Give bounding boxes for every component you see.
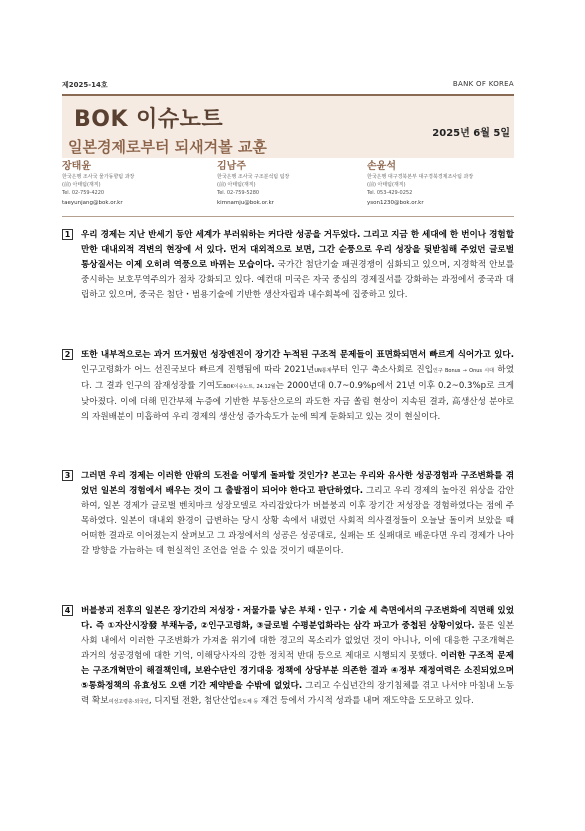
author-dept: 한국은행 대구경북본부 대구경북경제조사팀 과장 [367, 174, 474, 180]
section-lead: 버블붕괴 전후의 일본은 장기간의 저성장・저물가를 낳은 부채・인구・기술 세 측면에서의 구조변화에 직면해 있었다. 즉 ①자산시장發 부채누증, ②인구고령화, ③글로벌 수평분업화라는 삼각 파고가 중첩된 상황이었다. [81, 606, 514, 631]
section-lead: 우리 경제는 지난 반세기 동안 세계가 부러워하는 커다란 성공을 거두었다. 그리고 지금 한 세대에 한 번이나 경험할 만한 대내외적 격변의 현장에 서 있다. 먼저 대외적으로 보면, 그간 순풍으로 우리 성장을 뒷받침해 주었던 글로벌 통상질서는 이제 오히려 역풍으로 바뀌는 모습이다. [81, 230, 515, 270]
author-phone: Tel. 053-429-0252 [367, 190, 413, 196]
section-3 [62, 469, 514, 559]
footnote-note: 인구 Bonus → Onus 시대 [433, 368, 494, 374]
header-divider [62, 216, 514, 217]
section-text [81, 604, 514, 710]
author-affiliation: (前) 아태팀(재직) [367, 182, 406, 188]
title-banner [62, 94, 514, 158]
author-email[interactable]: taeyunjang@bok.or.kr [62, 200, 123, 206]
author-phone: Tel. 02-759-4220 [62, 190, 105, 196]
author-name: 김남주 [217, 161, 246, 172]
footnote-source: UN통계 [314, 368, 332, 374]
section-detail: 부터 인구 축소사회로 진입 [331, 365, 434, 375]
section-detail: 인구고령화가 어느 선진국보다 빠르게 진행됨에 따라 2021년 [81, 365, 315, 375]
section-lead: 또한 내부적으로는 과거 뜨거웠던 성장엔진이 장기간 누적된 구조적 문제들이 표면화되면서 빠르게 식어가고 있다. [81, 350, 514, 360]
author-dept: 한국은행 조사국 물가동향팀 과장 [62, 174, 135, 180]
author-affiliation: (前) 아태팀(재직) [62, 182, 101, 188]
section-number: 2 [62, 349, 73, 360]
section-number: 1 [62, 229, 73, 240]
bank-name: BANK OF KOREA [452, 80, 514, 88]
section-text [81, 348, 514, 425]
author-3 [367, 160, 517, 207]
section-4 [62, 604, 514, 710]
series-title: BOK 이슈노트 [74, 107, 224, 132]
author-phone: Tel. 02-759-5280 [217, 190, 260, 196]
publication-date: 2025년 6월 5일 [432, 128, 510, 139]
footnote-note: 반도체 등 [237, 699, 259, 705]
section-detail: 는 2000년대 0.7~0.9%p에서 21년 이후 0.2~0.3%p로 크게 낮아졌다. 이에 더해 민간부채 누증에 기반한 부동산으로의 과도한 자금 쏠림 현상이 지속된 결과, 高생산성 분야로의 자원배분이 미흡하여 우리 경제의 생산성 증가속도가 눈에 띄게 둔화되고 있는 것이 현실이다. [81, 381, 515, 422]
top-meta [62, 80, 514, 94]
author-affiliation: (前) 아태팀(재직) [217, 182, 256, 188]
section-text [81, 228, 514, 303]
section-number: 4 [62, 605, 73, 616]
issue-number: 제2025-14호 [62, 81, 108, 89]
section-1 [62, 228, 514, 303]
section-detail: 그리고 수십년간의 장기침체를 겪고 나서야 마침내 노동력 확보 [81, 681, 514, 706]
author-2 [217, 160, 367, 207]
page-title: 일본경제로부터 되새겨볼 교훈 [68, 138, 267, 156]
footnote-note: 여성고령층·외국인 [108, 699, 149, 705]
section-detail: 물론 일본사회 내에서 이러한 구조변화가 가져올 위기에 대한 경고의 목소리가 없었던 것이 아니나, 이에 대응한 구조개혁은 과거의 성공경험에 대한 기억, 이해당사자의 강한 정치적 반대 등으로 제대로 시행되지 못했다. [81, 621, 514, 661]
section-detail: 재건 등에서 가시적 성과를 내며 재도약을 도모하고 있다. [258, 696, 474, 706]
section-2 [62, 348, 514, 425]
section-detail: 하였다. 그 결과 인구의 잠재성장률 기여도 [81, 365, 514, 391]
section-detail: 그리고 우리 경제의 높아진 위상을 감안하여, 일본 경제가 글로벌 벤치마크 성장모델로 자리잡았다가 버블붕괴 이후 장기간 저성장을 경험하였다는 점에 주목하였다. 일본이 대내외 환경이 급변하는 당시 상황 속에서 내렸던 사회적 의사결정들이 오늘날 돌이켜 보았을 때 어떠한 결과로 이어졌는지 살펴보고 그 과정에서의 성공은 성공대로, 실패는 또 실패대로 배운다면 우리 경제가 나아갈 방향을 가늠하는 데 현실적인 조언을 얻을 수 있을 것이기 때문이다. [81, 486, 514, 556]
section-number: 3 [62, 470, 73, 481]
section-text [81, 469, 514, 559]
author-email[interactable]: kimnamju@bok.or.kr [217, 200, 274, 206]
author-name: 장태윤 [62, 161, 91, 172]
author-email[interactable]: yson1230@bok.or.kr [367, 200, 424, 206]
author-block [62, 160, 514, 214]
section-detail: , 디지털 전환, 첨단산업 [148, 696, 238, 706]
author-dept: 한국은행 조사국 구조분석팀 팀장 [217, 174, 290, 180]
author-name: 손윤석 [367, 161, 396, 172]
section-lead: 그러면 우리 경제는 이러한 안팎의 도전을 어떻게 돌파할 것인가? 본고는 우리와 유사한 성공경험과 구조변화를 겪었던 일본의 경험에서 배우는 것이 그 출발점이 되어야 한다고 판단하였다. [81, 471, 514, 496]
section-detail: 국가간 첨단기술 패권경쟁이 심화되고 있으며, 지경학적 안보를 중시하는 보호무역주의가 점차 강화되고 있다. 예컨대 미국은 자국 중심의 경제질서를 강화하는 과정에서 중국과 대립하고 있으며, 중국은 첨단・범용기술에 기반한 생산자립과 내수회복에 집중하고 있다. [81, 260, 514, 300]
author-1 [62, 160, 212, 207]
footnote-source: BOK이슈노트, 24.12월 [223, 384, 276, 390]
section-emphasis: 이러한 구조적 문제는 구조개혁만이 해결책인데, 보완수단인 경기대응 정책에 상당부분 의존한 결과 ④정부 재정여력은 소진되었으며 ⑤통화정책의 유효성도 오랜 기간 제약받을 수밖에 없었다. [81, 651, 514, 691]
